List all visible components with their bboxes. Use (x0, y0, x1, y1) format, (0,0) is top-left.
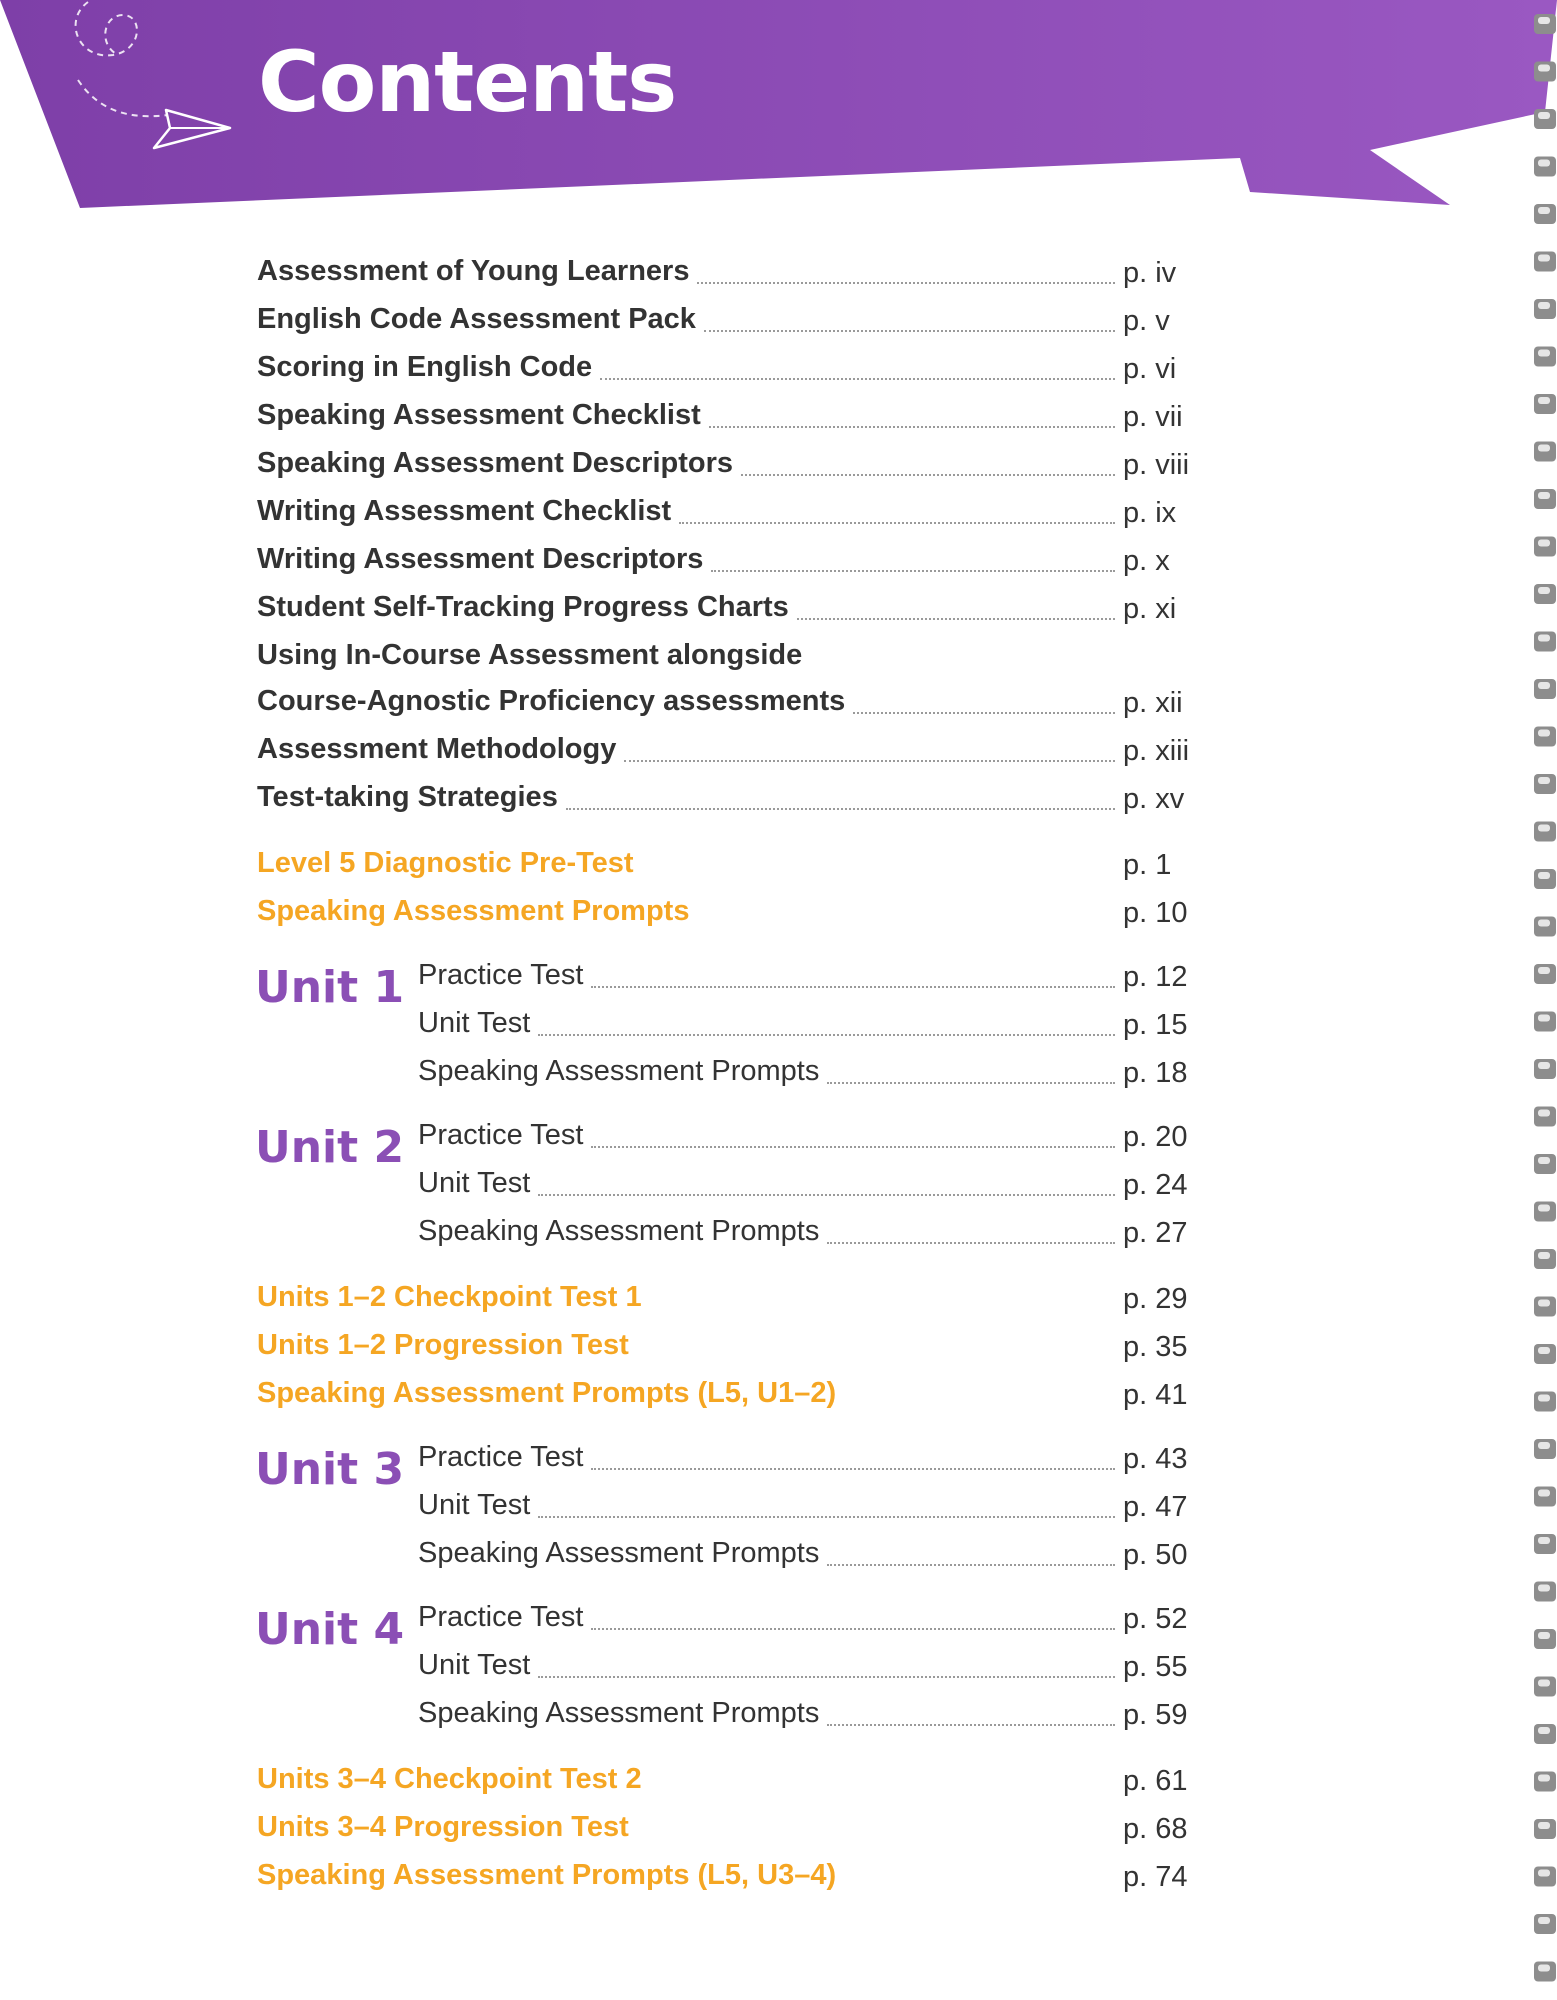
toc-entry[interactable] (257, 954, 1197, 1002)
toc-entry-title: Practice Test (418, 1601, 584, 1633)
toc-entry[interactable] (257, 728, 1197, 776)
toc-entry-title: Unit Test (418, 1007, 531, 1039)
unit-4-label: Unit 4 (255, 1604, 405, 1655)
spiral-ring (1534, 204, 1556, 224)
spiral-ring (1534, 1487, 1556, 1507)
spiral-ring (1534, 632, 1556, 652)
spiral-ring (1534, 1107, 1556, 1127)
toc-entry[interactable] (257, 538, 1197, 586)
dot-leader (827, 1082, 1115, 1084)
dot-leader (827, 1724, 1115, 1726)
toc-entry[interactable] (257, 1644, 1197, 1692)
spiral-ring (1534, 822, 1556, 842)
dot-leader (697, 282, 1115, 284)
toc-entry-page: p. 24 (1123, 1169, 1188, 1201)
toc-section-page: p. 41 (1123, 1379, 1188, 1411)
page-title: Contents (258, 33, 677, 131)
dot-leader (827, 1242, 1115, 1244)
dot-leader (591, 1468, 1115, 1470)
toc-entry[interactable] (257, 776, 1197, 824)
toc-section-title: Units 3–4 Progression Test (257, 1811, 629, 1843)
spiral-ring (1534, 1914, 1556, 1934)
toc-entry-page: p. xv (1123, 783, 1185, 815)
spiral-ring (1534, 537, 1556, 557)
toc-entry-page: p. 55 (1123, 1651, 1188, 1683)
dot-leader (709, 426, 1115, 428)
toc-entry-title: Assessment Methodology (257, 733, 617, 765)
toc-entry-page: p. x (1123, 545, 1170, 577)
spiral-ring (1534, 442, 1556, 462)
spiral-ring (1534, 1629, 1556, 1649)
toc-entry-title: Assessment of Young Learners (257, 255, 690, 287)
toc-entry[interactable] (257, 1692, 1197, 1740)
toc-entry[interactable] (257, 250, 1197, 298)
spiral-ring (1534, 964, 1556, 984)
unit-2-label: Unit 2 (255, 1122, 405, 1173)
toc-section-page: p. 61 (1123, 1765, 1188, 1797)
toc-entry-title: English Code Assessment Pack (257, 303, 696, 335)
toc-entry[interactable] (257, 490, 1197, 538)
toc-section-title: Speaking Assessment Prompts (L5, U3–4) (257, 1859, 837, 1891)
spiral-ring (1534, 1012, 1556, 1032)
toc-entry-page: p. 27 (1123, 1217, 1188, 1249)
spiral-ring (1534, 1439, 1556, 1459)
dot-leader (538, 1676, 1115, 1678)
toc-section[interactable] (257, 842, 1197, 890)
toc-entry-title: Speaking Assessment Prompts (418, 1537, 820, 1569)
toc-entry-page: p. 59 (1123, 1699, 1188, 1731)
toc-entry[interactable] (257, 346, 1197, 394)
toc-entry[interactable] (257, 586, 1197, 634)
toc-entry[interactable] (257, 394, 1197, 442)
toc-section-title: Units 3–4 Checkpoint Test 2 (257, 1763, 642, 1795)
toc-entry-title: Practice Test (418, 1441, 584, 1473)
toc-entry-page: p. 20 (1123, 1121, 1188, 1153)
toc-section-page: p. 68 (1123, 1813, 1188, 1845)
toc-entry-title: Writing Assessment Checklist (257, 495, 672, 527)
spiral-ring (1534, 347, 1556, 367)
toc-entry-page: p. 52 (1123, 1603, 1188, 1635)
toc-entry[interactable] (257, 1596, 1197, 1644)
dot-leader (704, 330, 1115, 332)
toc-section-title: Units 1–2 Progression Test (257, 1329, 629, 1361)
spiral-ring (1534, 1344, 1556, 1364)
toc-entry[interactable] (257, 1114, 1197, 1162)
toc-entry-title: Speaking Assessment Prompts (418, 1697, 820, 1729)
dot-leader (591, 1146, 1115, 1148)
toc-entry[interactable] (257, 1162, 1197, 1210)
toc-section-page: p. 1 (1123, 849, 1172, 881)
unit-3-label: Unit 3 (255, 1444, 405, 1495)
spiral-ring (1534, 774, 1556, 794)
dot-leader (797, 618, 1115, 620)
spiral-ring (1534, 1534, 1556, 1554)
toc-entry-title: Practice Test (418, 1119, 584, 1151)
unit-1-label: Unit 1 (255, 962, 405, 1013)
toc-section-page: p. 29 (1123, 1283, 1188, 1315)
spiral-ring (1534, 917, 1556, 937)
spiral-ring (1534, 252, 1556, 272)
toc-section-title: Speaking Assessment Prompts (L5, U1–2) (257, 1377, 837, 1409)
toc-entry-title: Writing Assessment Descriptors (257, 543, 704, 575)
dot-leader (624, 760, 1115, 762)
toc-section[interactable] (257, 1854, 1197, 1902)
dot-leader (827, 1564, 1115, 1566)
toc-section-title: Units 1–2 Checkpoint Test 1 (257, 1281, 642, 1313)
spiral-ring (1534, 1249, 1556, 1269)
toc-entry[interactable] (257, 1436, 1197, 1484)
spiral-ring (1534, 869, 1556, 889)
toc-section[interactable] (257, 1758, 1197, 1806)
spiral-ring (1534, 489, 1556, 509)
toc-entry-page: p. ix (1123, 497, 1177, 529)
toc-entry-page: p. vii (1123, 401, 1183, 433)
spiral-ring (1534, 157, 1556, 177)
dot-leader (741, 474, 1115, 476)
toc-entry-page: p. xi (1123, 593, 1177, 625)
toc-section[interactable] (257, 1324, 1197, 1372)
toc-section-page: p. 10 (1123, 897, 1188, 929)
toc-section-title: Level 5 Diagnostic Pre-Test (257, 847, 634, 879)
toc-entry-page: p. xii (1123, 687, 1183, 719)
toc-entry-title: Unit Test (418, 1649, 531, 1681)
toc-entry-title: Speaking Assessment Descriptors (257, 447, 734, 479)
spiral-ring (1534, 1297, 1556, 1317)
spiral-ring (1534, 1772, 1556, 1792)
spiral-ring (1534, 1202, 1556, 1222)
spiral-ring (1534, 1392, 1556, 1412)
dot-leader (853, 712, 1115, 714)
toc-entry-title: Speaking Assessment Prompts (418, 1055, 820, 1087)
toc-entry-page: p. vi (1123, 353, 1177, 385)
toc-section-title: Speaking Assessment Prompts (257, 895, 690, 927)
dot-leader (591, 1628, 1115, 1630)
toc-section-page: p. 74 (1123, 1861, 1188, 1893)
toc-entry[interactable] (257, 1210, 1197, 1258)
toc-entry-title: Speaking Assessment Prompts (418, 1215, 820, 1247)
spiral-ring (1534, 727, 1556, 747)
toc-section[interactable] (257, 890, 1197, 938)
toc-entry-page: p. 15 (1123, 1009, 1188, 1041)
toc-entry[interactable] (257, 298, 1197, 346)
toc-entry[interactable] (257, 1002, 1197, 1050)
dot-leader (538, 1034, 1115, 1036)
spiral-ring (1534, 1582, 1556, 1602)
toc-entry-title: Unit Test (418, 1489, 531, 1521)
dot-leader (679, 522, 1115, 524)
spiral-ring (1534, 1724, 1556, 1744)
toc-section[interactable] (257, 1806, 1197, 1854)
spiral-ring (1534, 1819, 1556, 1839)
toc-entry-title: Practice Test (418, 959, 584, 991)
spiral-ring (1534, 679, 1556, 699)
toc-entry[interactable] (257, 1532, 1197, 1580)
toc-entry-page: p. v (1123, 305, 1170, 337)
spiral-ring (1534, 1059, 1556, 1079)
toc-entry-page: p. 12 (1123, 961, 1188, 993)
dot-leader (711, 570, 1115, 572)
spiral-ring (1534, 14, 1556, 34)
toc-entry[interactable] (257, 442, 1197, 490)
toc-entry-title: Course-Agnostic Proficiency assessments (257, 685, 846, 717)
toc-entry-page: p. viii (1123, 449, 1190, 481)
toc-entry-page: p. 50 (1123, 1539, 1188, 1571)
spiral-ring (1534, 109, 1556, 129)
toc-entry-title: Using In-Course Assessment alongside (257, 639, 803, 671)
spiral-ring (1534, 584, 1556, 604)
dot-leader (538, 1194, 1115, 1196)
paper-plane-icon (58, 0, 248, 160)
dot-leader (566, 808, 1115, 810)
toc-entry-page: p. 43 (1123, 1443, 1188, 1475)
toc-section[interactable] (257, 1372, 1197, 1420)
spiral-ring (1534, 1962, 1556, 1982)
toc-section-page: p. 35 (1123, 1331, 1188, 1363)
spiral-binding (1530, 0, 1557, 2000)
toc-entry-page: p. iv (1123, 257, 1177, 289)
spiral-ring (1534, 299, 1556, 319)
toc-entry-title: Test-taking Strategies (257, 781, 558, 813)
toc-entry-page: p. xiii (1123, 735, 1190, 767)
toc-entry-page: p. 18 (1123, 1057, 1188, 1089)
toc-entry[interactable] (257, 1050, 1197, 1098)
toc-entry-page: p. 47 (1123, 1491, 1188, 1523)
toc-entry-wrap-line (257, 634, 1197, 682)
dot-leader (591, 986, 1115, 988)
toc-entry-title: Scoring in English Code (257, 351, 593, 383)
dot-leader (600, 378, 1115, 380)
dot-leader (538, 1516, 1115, 1518)
spiral-ring (1534, 1677, 1556, 1697)
spiral-ring (1534, 1154, 1556, 1174)
spiral-ring (1534, 1867, 1556, 1887)
toc-entry-title: Student Self-Tracking Progress Charts (257, 591, 789, 623)
toc-entry[interactable] (257, 680, 1197, 728)
spiral-ring (1534, 62, 1556, 82)
toc-entry-title: Speaking Assessment Checklist (257, 399, 701, 431)
toc-entry[interactable] (257, 1484, 1197, 1532)
spiral-ring (1534, 394, 1556, 414)
toc-entry-title: Unit Test (418, 1167, 531, 1199)
toc-section[interactable] (257, 1276, 1197, 1324)
